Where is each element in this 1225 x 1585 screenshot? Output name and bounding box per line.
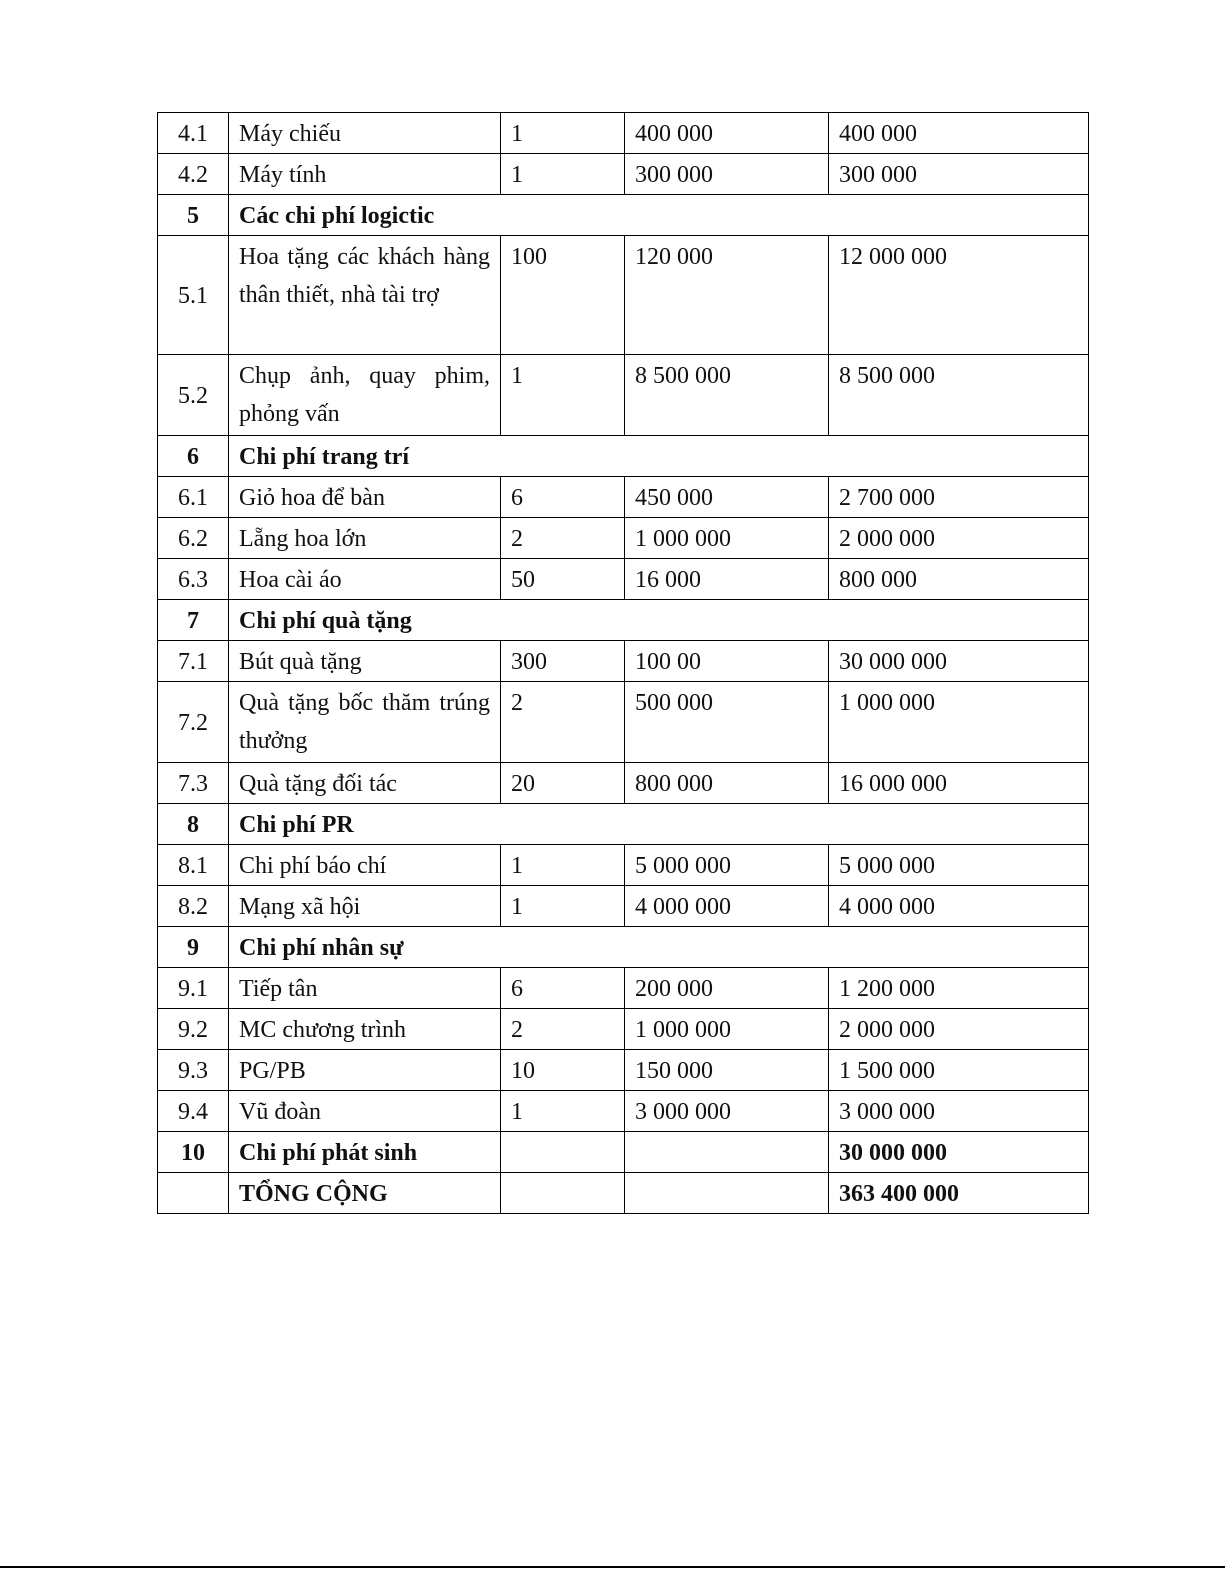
item-name: Lẵng hoa lớn: [229, 518, 501, 559]
section-number: 6: [158, 436, 229, 477]
table-row: [158, 682, 1089, 763]
table-row: [158, 236, 1089, 355]
row-number: 7.1: [158, 641, 229, 682]
row-number: 9.2: [158, 1009, 229, 1050]
total-cell: 30 000 000: [829, 1132, 1089, 1173]
item-name: PG/PB: [229, 1050, 501, 1091]
unit-price-cell: 120 000: [625, 236, 829, 355]
total-cell: 2 000 000: [829, 518, 1089, 559]
table-row: [158, 1050, 1089, 1091]
section-number: 9: [158, 927, 229, 968]
table-row: [158, 113, 1089, 154]
table-row: [158, 763, 1089, 804]
row-number: 6.3: [158, 559, 229, 600]
section-title: Các chi phí logictic: [229, 195, 1089, 236]
table-row: [158, 845, 1089, 886]
unit-price-cell: [625, 1173, 829, 1214]
item-name: Chi phí phát sinh: [229, 1132, 501, 1173]
total-cell: 1 500 000: [829, 1050, 1089, 1091]
page-bottom-border: [0, 1566, 1225, 1568]
table-row: [158, 477, 1089, 518]
row-number: 8.1: [158, 845, 229, 886]
item-name: Máy tính: [229, 154, 501, 195]
quantity-cell: 50: [501, 559, 625, 600]
quantity-cell: 6: [501, 968, 625, 1009]
total-cell: 1 200 000: [829, 968, 1089, 1009]
total-cell: 400 000: [829, 113, 1089, 154]
row-number: [158, 1173, 229, 1214]
table-row: [158, 641, 1089, 682]
quantity-cell: 2: [501, 682, 625, 763]
row-number: 9.3: [158, 1050, 229, 1091]
unit-price-cell: 4 000 000: [625, 886, 829, 927]
item-name: Chụp ảnh, quay phim, phỏng vấn: [229, 355, 501, 436]
unit-price-cell: 150 000: [625, 1050, 829, 1091]
table-row: [158, 559, 1089, 600]
quantity-cell: 1: [501, 845, 625, 886]
quantity-cell: 10: [501, 1050, 625, 1091]
total-cell: 1 000 000: [829, 682, 1089, 763]
quantity-cell: 1: [501, 355, 625, 436]
quantity-cell: 20: [501, 763, 625, 804]
quantity-cell: 1: [501, 113, 625, 154]
total-cell: 5 000 000: [829, 845, 1089, 886]
table-row: [158, 1009, 1089, 1050]
row-number: 10: [158, 1132, 229, 1173]
unit-price-cell: 400 000: [625, 113, 829, 154]
row-number: 6.1: [158, 477, 229, 518]
section-title: Chi phí trang trí: [229, 436, 1089, 477]
section-number: 8: [158, 804, 229, 845]
quantity-cell: 6: [501, 477, 625, 518]
item-name: Mạng xã hội: [229, 886, 501, 927]
section-number: 7: [158, 600, 229, 641]
item-name: Máy chiếu: [229, 113, 501, 154]
item-name: Giỏ hoa để bàn: [229, 477, 501, 518]
unit-price-cell: 1 000 000: [625, 518, 829, 559]
section-title: Chi phí quà tặng: [229, 600, 1089, 641]
row-number: 4.2: [158, 154, 229, 195]
section-row: [158, 804, 1089, 845]
section-row: [158, 195, 1089, 236]
section-title: Chi phí PR: [229, 804, 1089, 845]
item-name: Hoa cài áo: [229, 559, 501, 600]
section-title: Chi phí nhân sự: [229, 927, 1089, 968]
item-name: Quà tặng đối tác: [229, 763, 501, 804]
unit-price-cell: [625, 1132, 829, 1173]
quantity-cell: [501, 1173, 625, 1214]
total-cell: 3 000 000: [829, 1091, 1089, 1132]
unit-price-cell: 3 000 000: [625, 1091, 829, 1132]
unit-price-cell: 1 000 000: [625, 1009, 829, 1050]
total-cell: 16 000 000: [829, 763, 1089, 804]
total-cell: 800 000: [829, 559, 1089, 600]
section-row: [158, 600, 1089, 641]
row-number: 7.2: [158, 682, 229, 763]
contingency-row: [158, 1132, 1089, 1173]
table-row: [158, 355, 1089, 436]
quantity-cell: 300: [501, 641, 625, 682]
unit-price-cell: 300 000: [625, 154, 829, 195]
table-row: [158, 1091, 1089, 1132]
total-cell: 300 000: [829, 154, 1089, 195]
grand-total-value: 363 400 000: [829, 1173, 1089, 1214]
total-cell: 8 500 000: [829, 355, 1089, 436]
quantity-cell: 2: [501, 1009, 625, 1050]
row-number: 9.1: [158, 968, 229, 1009]
section-row: [158, 436, 1089, 477]
quantity-cell: 100: [501, 236, 625, 355]
item-name: Tiếp tân: [229, 968, 501, 1009]
item-name: Chi phí báo chí: [229, 845, 501, 886]
item-name: MC chương trình: [229, 1009, 501, 1050]
row-number: 4.1: [158, 113, 229, 154]
row-number: 8.2: [158, 886, 229, 927]
row-number: 5.2: [158, 355, 229, 436]
section-number: 5: [158, 195, 229, 236]
row-number: 5.1: [158, 236, 229, 355]
total-cell: 30 000 000: [829, 641, 1089, 682]
quantity-cell: 2: [501, 518, 625, 559]
table-row: [158, 518, 1089, 559]
total-cell: 2 700 000: [829, 477, 1089, 518]
unit-price-cell: 16 000: [625, 559, 829, 600]
quantity-cell: 1: [501, 154, 625, 195]
item-name: Hoa tặng các khách hàng thân thiết, nhà tài trợ: [229, 236, 501, 355]
section-row: [158, 927, 1089, 968]
unit-price-cell: 100 00: [625, 641, 829, 682]
unit-price-cell: 800 000: [625, 763, 829, 804]
total-cell: 2 000 000: [829, 1009, 1089, 1050]
budget-table: [157, 112, 1089, 1214]
item-name: Vũ đoàn: [229, 1091, 501, 1132]
unit-price-cell: 8 500 000: [625, 355, 829, 436]
table-row: [158, 886, 1089, 927]
row-number: 6.2: [158, 518, 229, 559]
grand-total-row: [158, 1173, 1089, 1214]
unit-price-cell: 200 000: [625, 968, 829, 1009]
quantity-cell: 1: [501, 1091, 625, 1132]
unit-price-cell: 500 000: [625, 682, 829, 763]
unit-price-cell: 450 000: [625, 477, 829, 518]
unit-price-cell: 5 000 000: [625, 845, 829, 886]
row-number: 9.4: [158, 1091, 229, 1132]
grand-total-label: TỔNG CỘNG: [229, 1173, 501, 1214]
total-cell: 4 000 000: [829, 886, 1089, 927]
quantity-cell: 1: [501, 886, 625, 927]
row-number: 7.3: [158, 763, 229, 804]
total-cell: 12 000 000: [829, 236, 1089, 355]
quantity-cell: [501, 1132, 625, 1173]
table-row: [158, 154, 1089, 195]
item-name: Bút quà tặng: [229, 641, 501, 682]
item-name: Quà tặng bốc thăm trúng thưởng: [229, 682, 501, 763]
table-row: [158, 968, 1089, 1009]
